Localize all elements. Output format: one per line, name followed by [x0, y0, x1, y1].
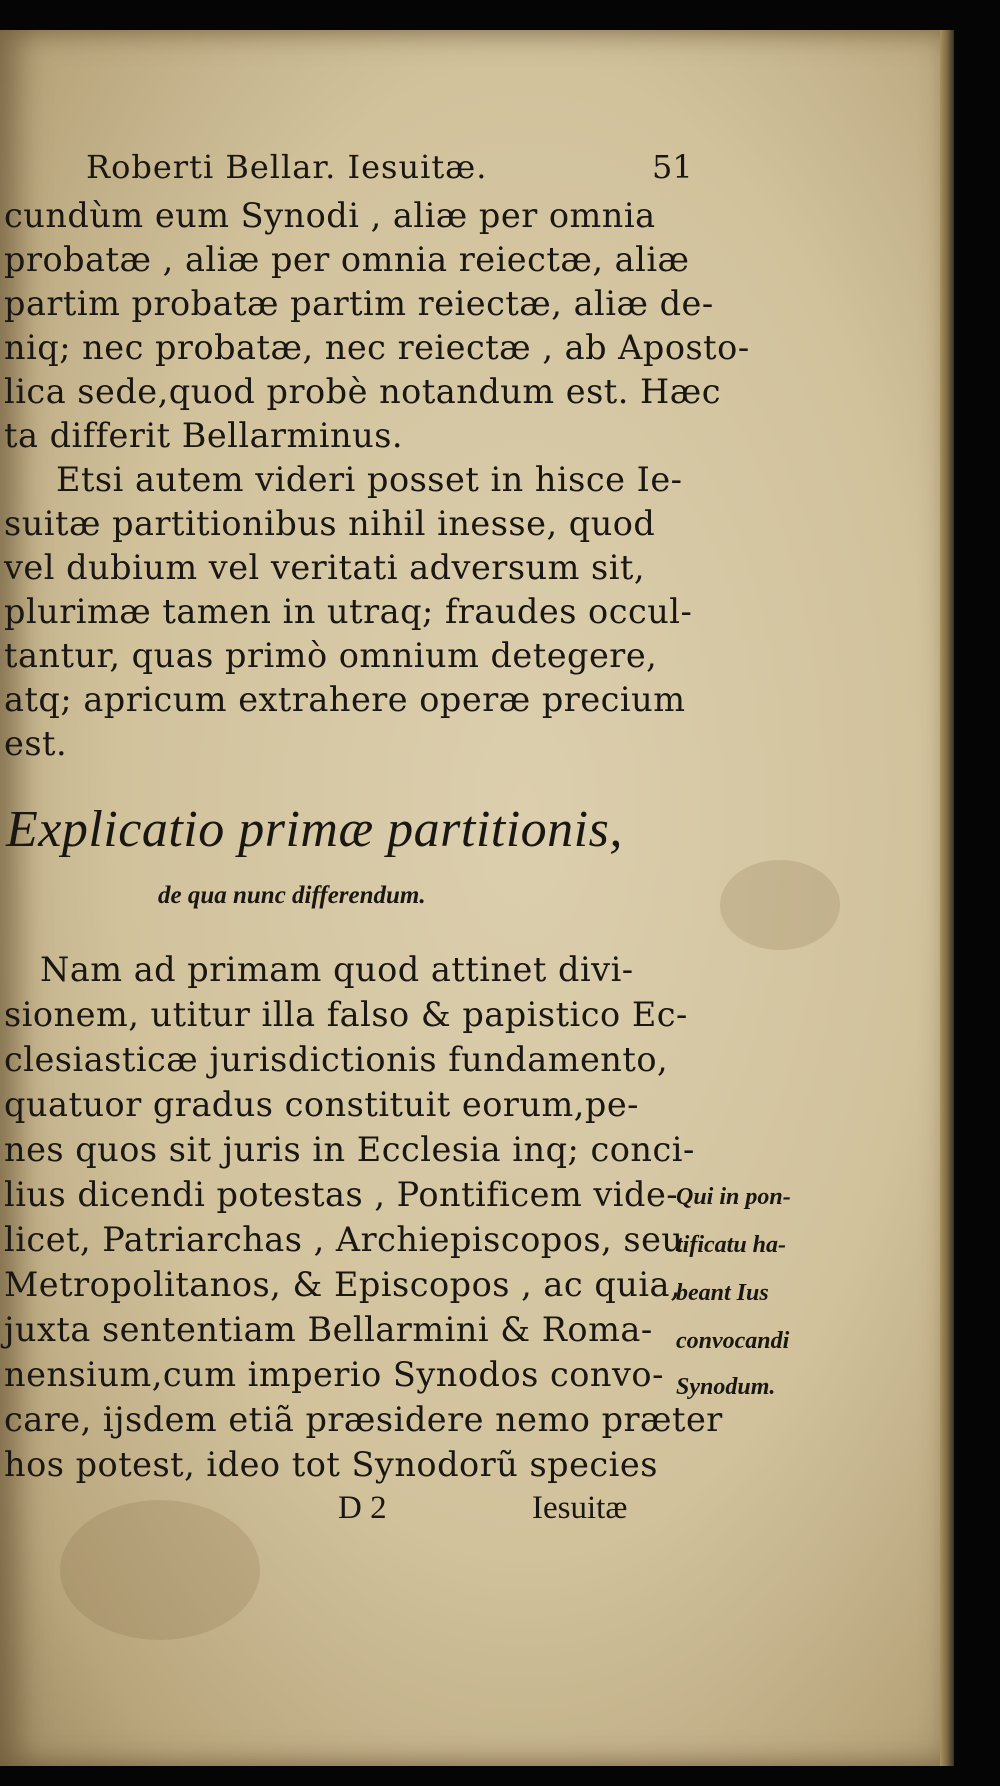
running-title: Roberti Bellar. Iesuitæ. — [86, 148, 488, 186]
text-line: plurimæ tamen in utraq; fraudes occul- — [4, 592, 693, 631]
marginal-note-line: convocandi — [676, 1328, 790, 1354]
text-line: tantur, quas primò omnium detegere, — [4, 636, 658, 675]
text-line: suitæ partitionibus nihil inesse, quod — [4, 504, 656, 543]
text-line: Metropolitanos, & Episcopos , ac quia, — [4, 1265, 682, 1304]
text-line: vel dubium vel veritati adversum sit, — [4, 548, 646, 587]
section-subheading: de qua nunc differendum. — [158, 882, 426, 909]
text-line: juxta sententiam Bellarmini & Roma- — [4, 1310, 653, 1349]
text-line: quatuor gradus constituit eorum,pe- — [4, 1085, 639, 1124]
page-edge — [940, 30, 954, 1766]
text-line: Etsi autem videri posset in hisce Ie- — [56, 460, 683, 499]
section-heading: Explicatio primæ partitionis, — [6, 801, 623, 858]
text-line: atq; apricum extrahere operæ precium — [4, 680, 686, 719]
marginal-note-line: Synodum. — [676, 1374, 776, 1400]
marginal-note-line: Qui in pon- — [676, 1184, 791, 1210]
marginal-note-line: beant Ius — [676, 1280, 769, 1306]
text-line: partim probatæ partim reiectæ, aliæ de- — [4, 284, 714, 323]
text-line: lius dicendi potestas , Pontificem vide- — [4, 1175, 679, 1214]
text-line: clesiasticæ jurisdictionis fundamento, — [4, 1040, 669, 1079]
text-line: nes quos sit juris in Ecclesia inq; conci- — [4, 1130, 695, 1169]
page-number: 51 — [652, 148, 693, 186]
text-line: est. — [4, 724, 68, 763]
paper-stain — [60, 1500, 260, 1640]
text-line: cundùm eum Synodi , aliæ per omnia — [4, 196, 656, 235]
text-line: care, ijsdem etiã præsidere nemo præter — [4, 1400, 723, 1439]
signature-mark: D 2 — [338, 1490, 387, 1526]
text-line: probatæ , aliæ per omnia reiectæ, aliæ — [4, 240, 690, 279]
text-line: ta differit Bellarminus. — [4, 416, 404, 455]
paper-stain — [720, 860, 840, 950]
text-line: lica sede,quod probè notandum est. Hæc — [4, 372, 722, 411]
marginal-note-line: tificatu ha- — [676, 1232, 787, 1258]
text-line: hos potest, ideo tot Synodorũ species — [4, 1445, 658, 1484]
text-line: niq; nec probatæ, nec reiectæ , ab Aposto- — [4, 328, 750, 367]
text-line: nensium,cum imperio Synodos convo- — [4, 1355, 664, 1394]
text-line: Nam ad primam quod attinet divi- — [40, 950, 634, 989]
text-line: licet, Patriarchas , Archiepiscopos, seu — [4, 1220, 684, 1259]
catchword: Iesuitæ — [532, 1490, 628, 1526]
text-line: sionem, utitur illa falso & papistico Ec- — [4, 995, 688, 1034]
